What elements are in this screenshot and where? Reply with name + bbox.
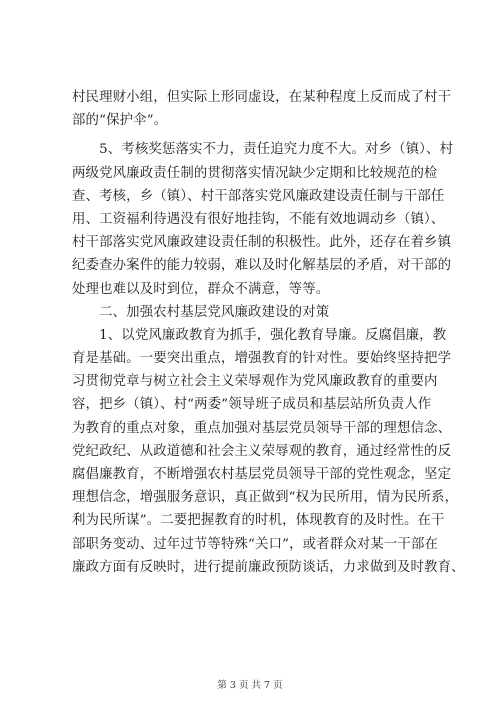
text-line: 腐倡廉教育，不断增强农村基层党员领导干部的党性观念，坚定 [72,467,452,482]
section-heading: 二、加强农村基层党风廉政建设的对策 [72,304,330,320]
text-line: 处理也难以及时到位，群众不满意，等等。 [72,281,330,297]
text-line: 利为民所谋”。二要把握教育的时机，体现教育的及时性。在干 [72,513,445,529]
text-line: 部职务变动、过年过节等特殊“关口”，或者群众对某一干部在 [72,536,439,552]
text-line: 用、工资福利待遇没有很好地挂钩，不能有效地调动乡（镇）、 [72,211,445,227]
text-line: 1、以党风廉政教育为抓手，强化教育导廉。反腐倡廉，教 [72,327,447,343]
page-footer: 第 3 页 共 7 页 [217,680,283,691]
text-line: 5、考核奖惩落实不力，责任追究力度不大。对乡（镇）、村 [72,142,454,158]
text-line: 村干部落实党风廉政建设责任制的积极性。此外，还存在着乡镇 [72,235,452,251]
document-body [72,86,465,579]
text-line: 为教育的重点对象，重点加强对基层党员领导干部的理想信念、 [72,420,452,436]
text-line: 习贯彻党章与树立社会主义荣辱观作为党风廉政教育的重要内 [72,374,438,390]
text-line: 纪委查办案件的能力较弱，难以及时化解基层的矛盾，对干部的 [72,258,452,274]
text-line: 容，把乡（镇）、村“两委”领导班子成员和基层站所负责人作 [72,397,432,413]
text-line: 党纪政纪、从政道德和社会主义荣辱观的教育，通过经常性的反 [72,443,452,459]
text-line: 廉政方面有反映时，进行提前廉政预防谈话，力求做到及时教育、 [72,559,465,575]
text-line: 育是基础。一要突出重点，增强教育的针对性。要始终坚持把学 [72,351,452,367]
text-line: 村民理财小组，但实际上形同虚设，在某种程度上反而成了村干 [72,90,452,105]
text-line: 两级党风廉政责任制的贯彻落实情况缺少定期和比较规范的检 [72,165,438,181]
text-line: 部的“保护伞”。 [72,113,168,129]
text-line: 查、考核，乡（镇）、村干部落实党风廉政建设责任制与干部任 [72,188,445,204]
text-line: 理想信念，增强服务意识，真正做到“权为民所用，情为民所系， [72,490,459,506]
